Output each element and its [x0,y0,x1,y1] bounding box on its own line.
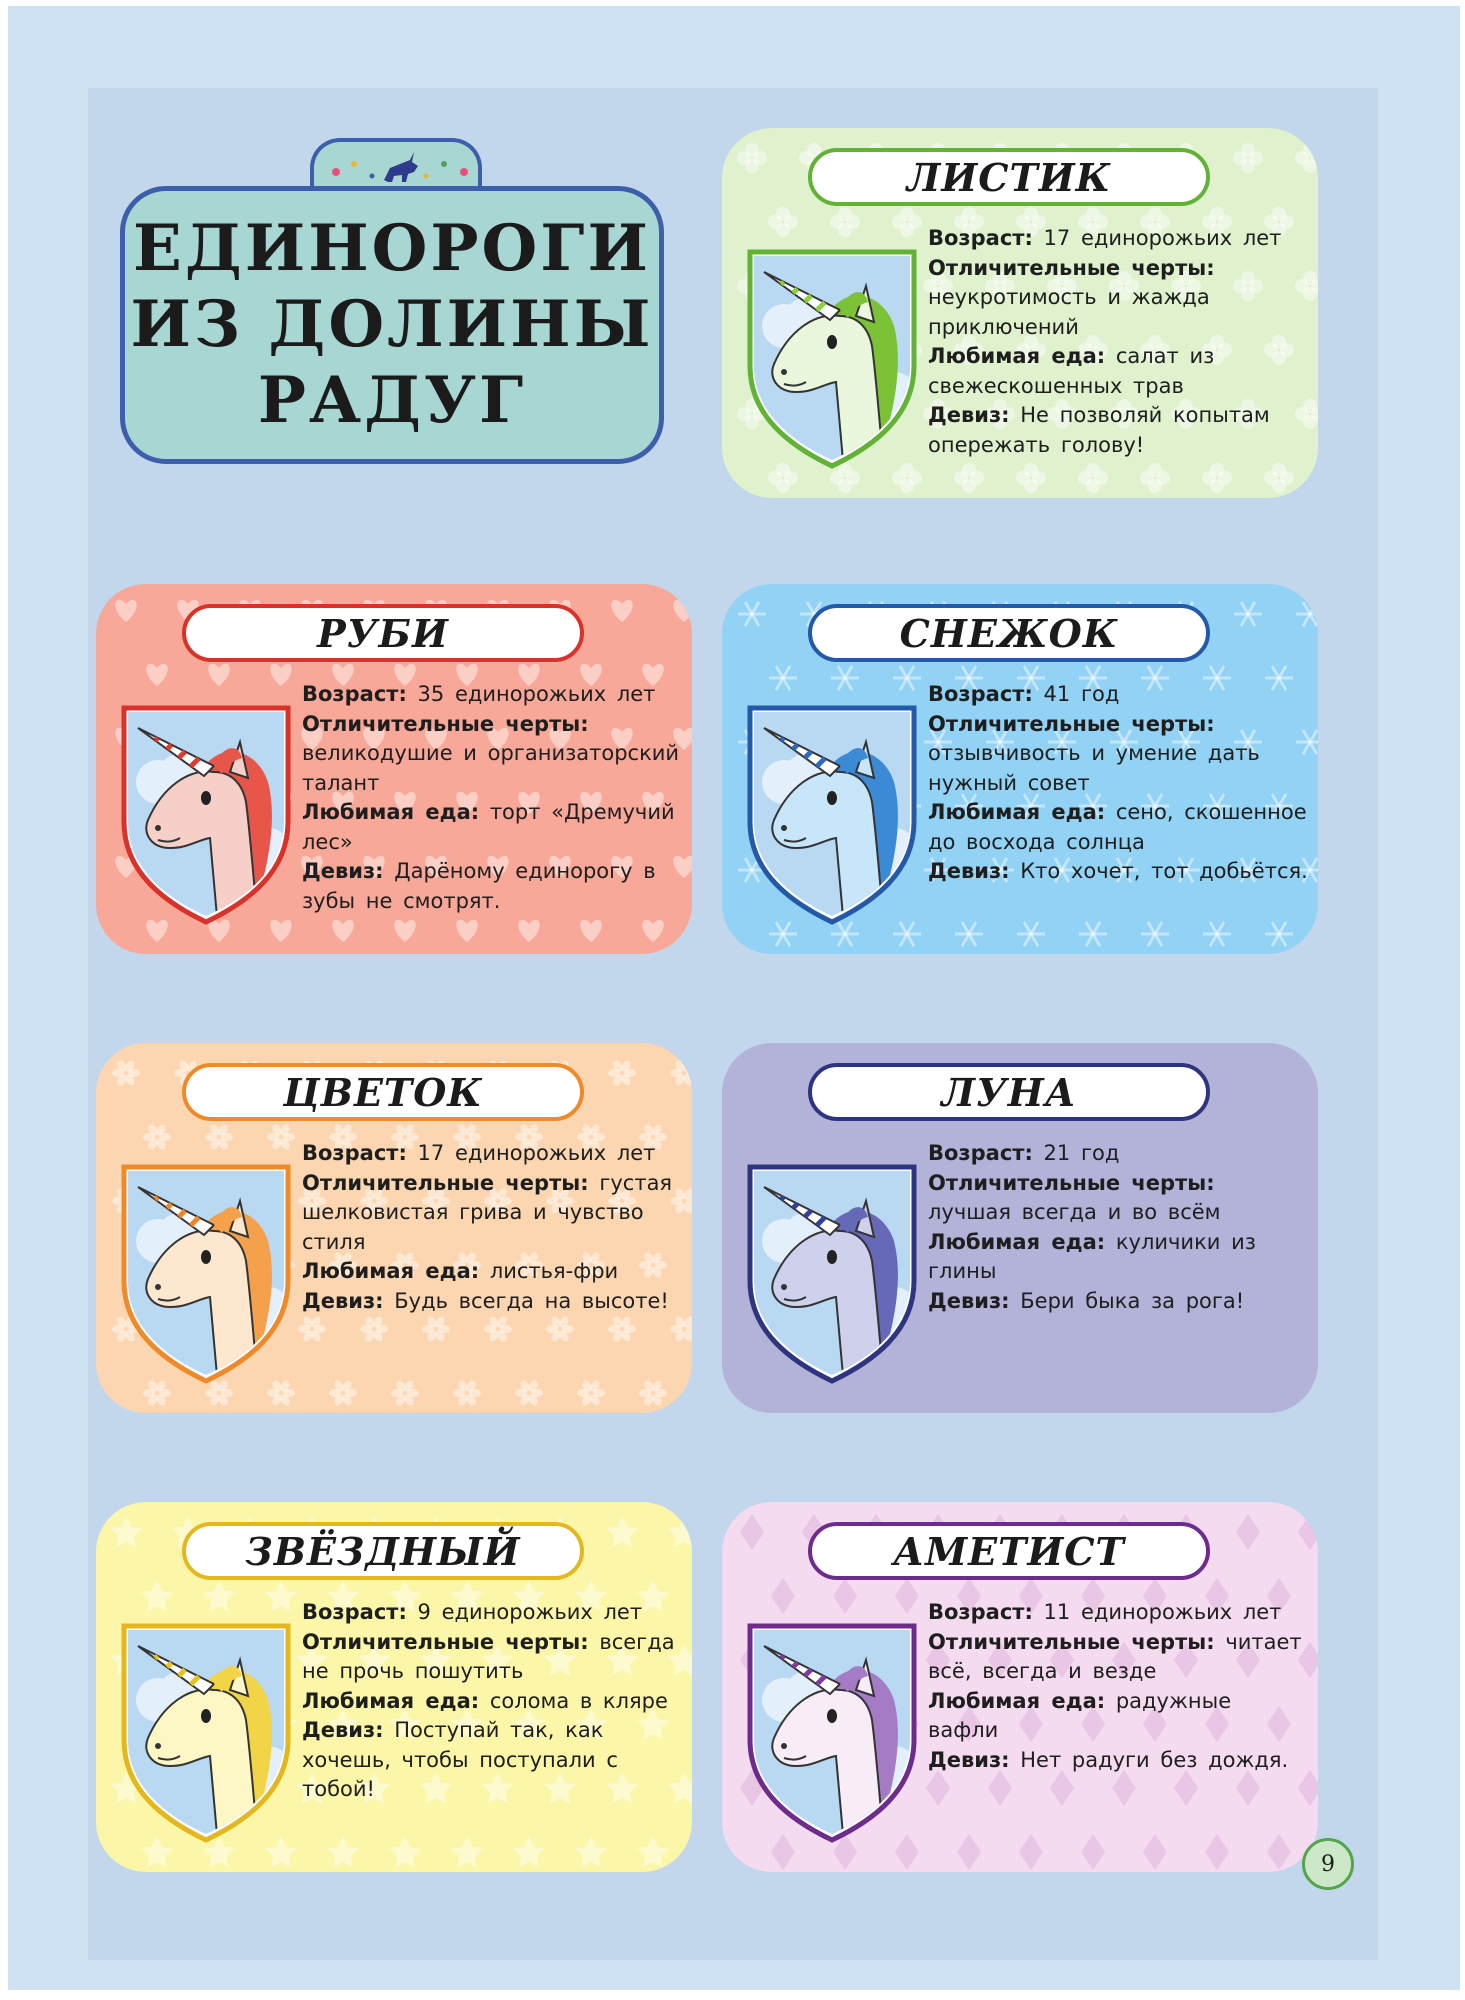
unicorn-shield-icon [744,246,920,472]
age-label: Возраст: [302,682,407,706]
unicorn-info [928,224,1308,460]
traits-label: Отличительные черты: [928,255,1215,280]
food-label: Любимая еда: [928,800,1106,824]
motto-label: Девиз: [928,403,1010,427]
food-label: Любимая еда: [302,1688,480,1713]
unicorn-card-snezhok [722,584,1318,954]
unicorn-card-zvezdny [96,1502,692,1872]
unicorn-card-listik [722,128,1318,498]
age-label: Возраст: [928,1600,1033,1624]
food-value: листья-фри [489,1259,619,1283]
unicorn-shield-icon [118,1620,294,1846]
food-label: Любимая еда: [302,800,480,824]
age-value: 9 единорожьих лет [417,1600,643,1624]
traits-value: густая шелковистая грива и чувство стиля [302,1170,673,1254]
age-label: Возраст: [302,1600,407,1624]
page-number: 9 [1302,1838,1354,1890]
unicorn-name: ЦВЕТОК [182,1063,584,1121]
traits-value: лучшая всегда и во всём [928,1200,1221,1224]
age-label: Возраст: [302,1141,407,1165]
unicorn-shield-icon [118,702,294,928]
traits-label: Отличительные черты: [928,1170,1215,1195]
food-value: торт «Дремучий лес» [302,800,675,854]
unicorn-info [302,1598,682,1805]
motto-label: Девиз: [928,859,1010,883]
unicorn-name: ЛУНА [808,1063,1210,1121]
unicorn-info [928,680,1308,887]
motto-label: Девиз: [928,1288,1010,1313]
unicorn-shield-icon [118,1161,294,1387]
motto-value: Дарёному единорогу в зубы не смотрят. [302,859,656,913]
unicorn-stars-icon [314,142,486,192]
traits-label: Отличительные черты: [302,1170,589,1195]
food-value: куличики из глины [928,1229,1256,1283]
unicorn-card-luna [722,1043,1318,1413]
age-label: Возраст: [928,226,1033,250]
traits-value: отзывчивость и умение дать нужный совет [928,741,1260,795]
page-title-line-3: РАДУГ [257,363,527,438]
unicorn-name: АМЕТИСТ [808,1522,1210,1580]
unicorn-info [928,1598,1308,1775]
age-label: Возраст: [928,682,1033,706]
food-label: Любимая еда: [928,1229,1106,1254]
food-value: салат из свежескошенных трав [928,344,1215,398]
unicorn-card-rubi [96,584,692,954]
food-label: Любимая еда: [302,1259,480,1283]
unicorn-name: ЗВЁЗДНЫЙ [182,1522,584,1580]
motto-value: Кто хочет, тот добьётся. [1020,859,1308,883]
traits-label: Отличительные черты: [928,711,1215,736]
unicorn-name: ЛИСТИК [808,148,1210,206]
unicorn-name: РУБИ [182,604,584,662]
age-value: 35 единорожьих лет [417,682,656,706]
traits-value: читает всё, всегда и везде [928,1629,1302,1683]
traits-value: неукротимость и жажда приключений [928,285,1210,339]
unicorn-shield-icon [744,1161,920,1387]
food-label: Любимая еда: [928,1688,1106,1713]
food-value: солома в кляре [489,1688,668,1713]
page-title-box [120,186,664,464]
page-title-line-2: ИЗ ДОЛИНЫ [130,287,654,362]
age-value: 21 год [1043,1141,1120,1165]
page-title-line-1: ЕДИНОРОГИ [133,211,651,286]
unicorn-info [928,1139,1308,1316]
traits-label: Отличительные черты: [302,1629,589,1654]
unicorn-shield-icon [744,702,920,928]
motto-label: Девиз: [302,1718,384,1742]
food-label: Любимая еда: [928,344,1106,368]
age-value: 11 единорожьих лет [1043,1600,1282,1624]
unicorn-info [302,680,682,916]
traits-value: всегда не прочь пошутить [302,1629,675,1683]
unicorn-card-ametist [722,1502,1318,1872]
motto-value: Бери быка за рога! [1020,1288,1245,1313]
motto-value: Не позволяй копытам опережать голову! [928,403,1270,457]
unicorn-card-tsvetok [96,1043,692,1413]
food-value: радужные вафли [928,1688,1232,1742]
age-value: 17 единорожьих лет [1043,226,1282,250]
title-tab-decoration [310,138,482,192]
motto-value: Нет радуги без дождя. [1020,1747,1289,1772]
age-label: Возраст: [928,1141,1033,1165]
age-value: 41 год [1043,682,1120,706]
motto-label: Девиз: [928,1747,1010,1772]
motto-label: Девиз: [302,859,384,883]
motto-value: Будь всегда на высоте! [394,1288,669,1313]
traits-value: великодушие и организаторский талант [302,741,680,795]
traits-label: Отличительные черты: [302,711,589,736]
unicorn-name: СНЕЖОК [808,604,1210,662]
traits-label: Отличительные черты: [928,1629,1215,1654]
motto-value: Поступай так, как хочешь, чтобы поступали с тобой! [302,1718,618,1801]
unicorn-info [302,1139,682,1316]
food-value: сено, скошенное до восхода солнца [928,800,1307,854]
age-value: 17 единорожьих лет [417,1141,656,1165]
motto-label: Девиз: [302,1288,384,1313]
unicorn-shield-icon [744,1620,920,1846]
